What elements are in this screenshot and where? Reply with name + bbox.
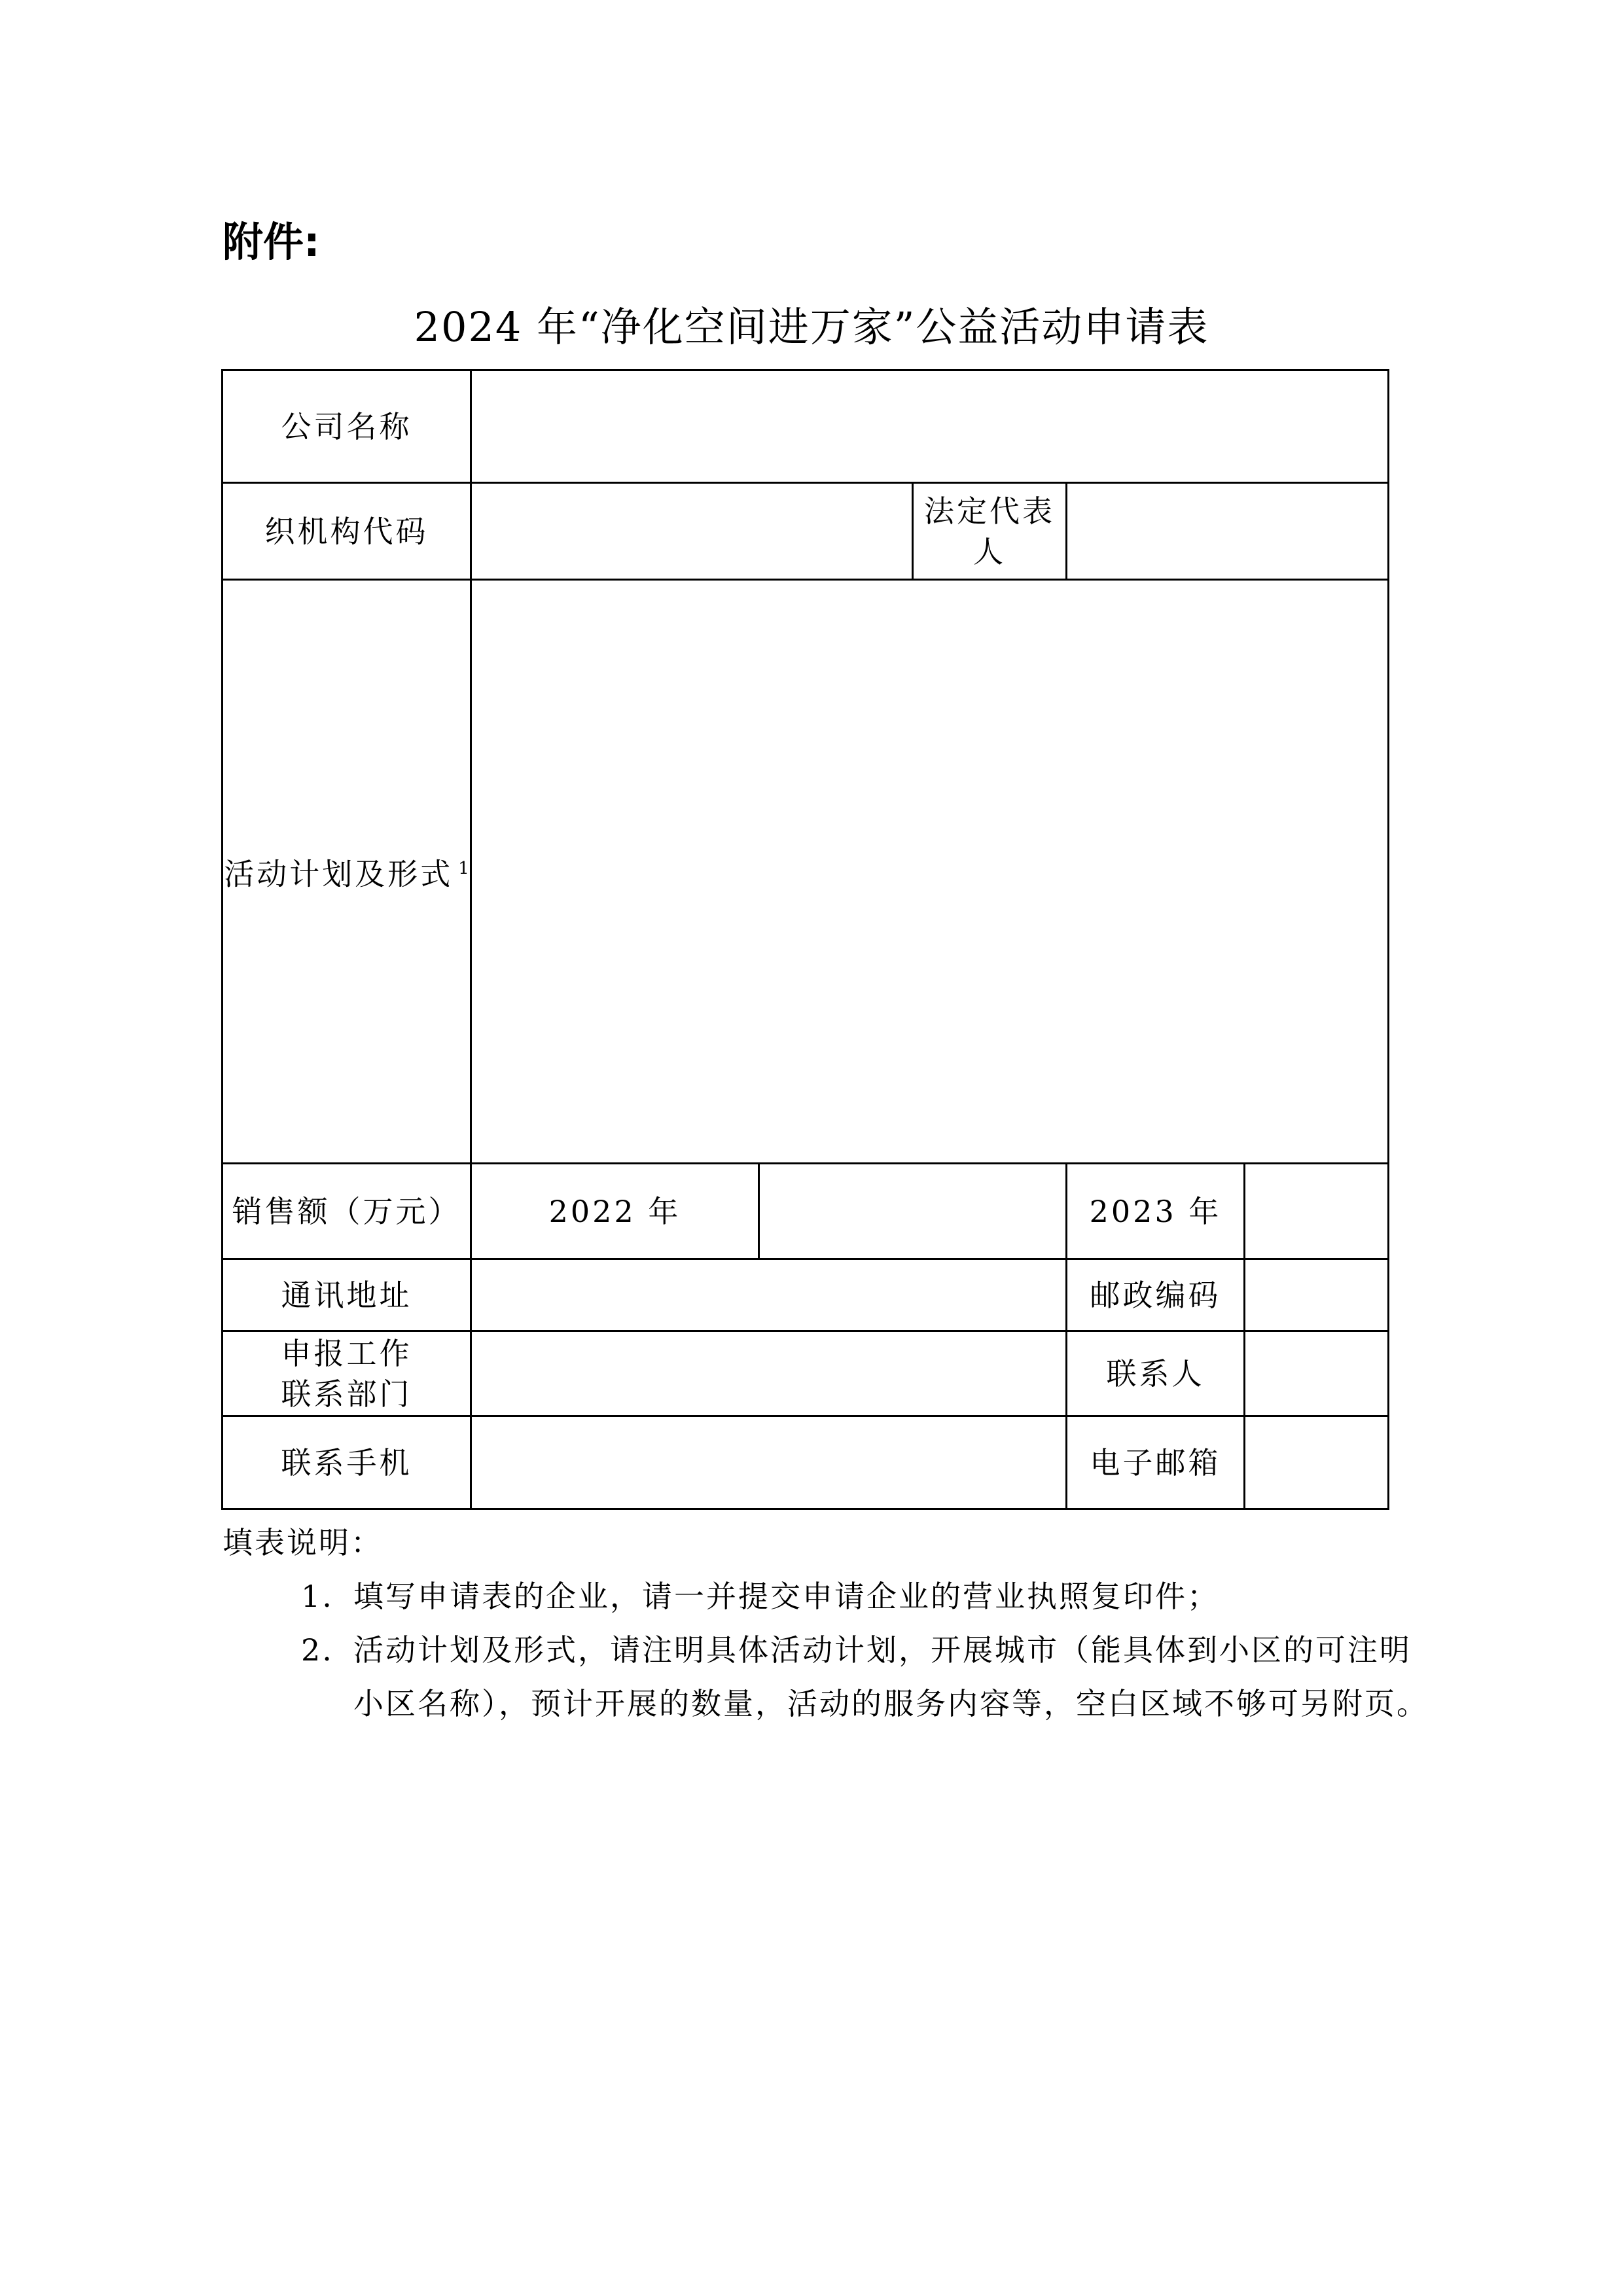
department-field[interactable]	[471, 1331, 1067, 1416]
row-org-code	[223, 483, 1389, 580]
fill-instructions	[223, 1516, 1440, 1731]
address-label: 通讯地址	[223, 1259, 471, 1331]
email-field[interactable]	[1245, 1416, 1389, 1509]
activity-plan-label-text: 活动计划及形式	[224, 856, 454, 892]
email-label: 电子邮箱	[1067, 1416, 1245, 1509]
activity-plan-field[interactable]	[471, 580, 1389, 1164]
instruction-text: 填写申请表的企业，请一并提交申请企业的营业执照复印件；	[353, 1579, 1219, 1614]
department-label	[223, 1331, 471, 1416]
row-activity-plan	[223, 580, 1389, 1164]
company-name-label: 公司名称	[223, 370, 471, 483]
instruction-number: 1.	[301, 1579, 334, 1614]
legal-rep-field[interactable]	[1067, 483, 1389, 580]
department-label-line2: 联系部门	[281, 1376, 412, 1412]
legal-rep-label: 法定代表人	[913, 483, 1067, 580]
mobile-label: 联系手机	[223, 1416, 471, 1509]
postcode-label: 邮政编码	[1067, 1259, 1245, 1331]
year-2023-label: 2023 年	[1067, 1164, 1245, 1259]
row-company-name	[223, 370, 1389, 483]
row-mobile	[223, 1416, 1389, 1509]
instruction-text: 活动计划及形式，请注明具体活动计划，开展城市（能具体到小区的可注明小区名称），预计开展的数量，活动的服务内容等，空白区域不够可另附页。	[353, 1632, 1429, 1721]
row-sales	[223, 1164, 1389, 1259]
sales-2022-field[interactable]	[759, 1164, 1067, 1259]
attachment-label: 附件:	[223, 218, 320, 266]
org-code-field[interactable]	[471, 483, 913, 580]
contact-person-label: 联系人	[1067, 1331, 1245, 1416]
org-code-label: 织机构代码	[223, 483, 471, 580]
address-field[interactable]	[471, 1259, 1067, 1331]
company-name-field[interactable]	[471, 370, 1389, 483]
department-label-line1: 申报工作	[281, 1335, 412, 1371]
activity-plan-label	[223, 580, 471, 1164]
application-form-table	[221, 369, 1389, 1510]
activity-plan-footnote-mark: 1	[458, 859, 469, 879]
instruction-item	[301, 1623, 1440, 1731]
postcode-field[interactable]	[1245, 1259, 1389, 1331]
sales-label: 销售额（万元）	[223, 1164, 471, 1259]
sales-2023-field[interactable]	[1245, 1164, 1389, 1259]
mobile-field[interactable]	[471, 1416, 1067, 1509]
contact-person-field[interactable]	[1245, 1331, 1389, 1416]
instruction-number: 2.	[301, 1632, 334, 1668]
year-2022-label: 2022 年	[471, 1164, 759, 1259]
instructions-heading: 填表说明：	[223, 1525, 383, 1560]
instruction-item	[301, 1570, 1440, 1623]
row-department	[223, 1331, 1389, 1416]
form-title: 2024 年“净化空间进万家”公益活动申请表	[414, 303, 1209, 351]
row-address	[223, 1259, 1389, 1331]
